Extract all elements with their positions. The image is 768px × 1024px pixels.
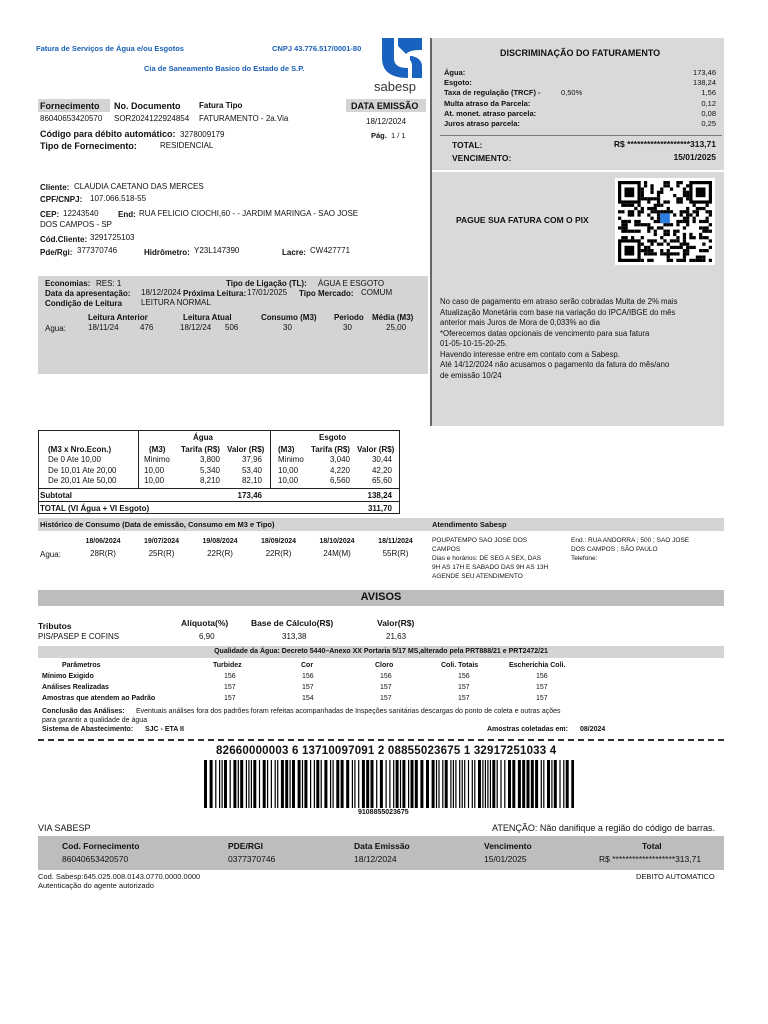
historico-date: 19/08/2024 bbox=[202, 538, 238, 545]
pis-aliquota: 6,90 bbox=[199, 632, 215, 641]
tarifa-cell: De 0 Ate 10,00 bbox=[48, 455, 101, 464]
total-value: R$ *******************313,71 bbox=[613, 139, 716, 149]
tarifa-col-valor-esgoto: Valor (R$) bbox=[357, 445, 395, 454]
cnpj: CNPJ 43.776.517/0001-80 bbox=[272, 44, 362, 53]
atendimento-l4: 9H AS 17H E SABADO DAS 9H AS 13H bbox=[432, 564, 549, 571]
pag-value: 1 / 1 bbox=[391, 131, 406, 140]
lacre-value: CW427771 bbox=[310, 246, 351, 255]
historico-value: 25R(R) bbox=[148, 549, 175, 558]
condicao-value: LEITURA NORMAL bbox=[141, 298, 211, 307]
condicao-label: Condição de Leitura bbox=[45, 299, 122, 308]
h-periodo: Periodo bbox=[334, 313, 364, 322]
historico-date: 19/07/2024 bbox=[143, 538, 180, 545]
note-line: de emissão 10/24 bbox=[440, 370, 502, 380]
tipo-ligacao-value: ÁGUA E ESGOTO bbox=[318, 279, 385, 288]
note-line: *Oferecemos datas opcionais de vencimento para sua fatura bbox=[440, 328, 650, 338]
qualidade-cell: 157 bbox=[224, 695, 236, 702]
qualidade-cell: 156 bbox=[302, 673, 314, 680]
documento-value: SOR2024122924854 bbox=[114, 114, 190, 123]
debito-automatico: DEBITO AUTOMATICO bbox=[636, 872, 715, 881]
leitura-atu-val: 506 bbox=[225, 323, 239, 332]
note-line: Até 14/12/2024 não acusamos o pagamento da fatura do mês/ano bbox=[440, 360, 670, 369]
economias-label: Economias: bbox=[45, 279, 91, 288]
tipo-ligacao-label: Tipo de Ligação (TL): bbox=[226, 279, 307, 288]
tarifa-cell: 42,20 bbox=[371, 465, 392, 475]
leitura-atu-data: 18/12/24 bbox=[180, 323, 212, 332]
qualidade-cell: 154 bbox=[302, 695, 314, 702]
atendimento-title: Atendimento Sabesp bbox=[432, 520, 507, 529]
cut-line bbox=[38, 739, 724, 741]
tributos-label: Tributos bbox=[38, 621, 72, 631]
fornecimento-label: Fornecimento bbox=[40, 101, 100, 111]
historico-date: 18/09/2024 bbox=[260, 538, 297, 545]
faturamento-item-value: 0,08 bbox=[701, 108, 716, 118]
base-header: Base de Cálculo(R$) bbox=[251, 618, 334, 628]
tarifa-cell: Minimo bbox=[144, 455, 170, 464]
pix-qr-code[interactable] bbox=[615, 178, 715, 265]
faturamento-item-label: Taxa de regulação (TRCF) - bbox=[444, 88, 541, 98]
vencimento-value: 15/01/2025 bbox=[673, 152, 716, 162]
autenticacao: Autenticação do agente autorizado bbox=[38, 881, 154, 890]
end-line1: RUA FELICIO CIOCHI,60 - - JARDIM MARINGA - SAO JOSE bbox=[139, 209, 359, 218]
faturamento-item-value: 138,24 bbox=[693, 78, 716, 88]
proxima-value: 17/01/2025 bbox=[247, 288, 288, 297]
atendimento-l2: CAMPOS bbox=[432, 546, 461, 553]
hidrometro-value: Y23L147390 bbox=[194, 246, 240, 255]
tarifa-cell: 5,340 bbox=[199, 465, 220, 475]
h-media: Média (M3) bbox=[372, 313, 414, 322]
qualidade-col-header: Parâmetros bbox=[62, 662, 101, 669]
footer-value: 15/01/2025 bbox=[484, 854, 527, 864]
tarifa-cell: 10,00 bbox=[278, 476, 299, 485]
subtotal-esgoto: 138,24 bbox=[367, 491, 392, 500]
historico-value: 22R(R) bbox=[207, 549, 233, 558]
cliente-value: CLAUDIA CAETANO DAS MERCES bbox=[74, 182, 204, 191]
conclusao-label: Conclusão das Análises: bbox=[42, 708, 125, 715]
atendimento-r2: DOS CAMPOS ; SÃO PAULO bbox=[571, 546, 658, 553]
sabesp-logo bbox=[376, 36, 426, 96]
footer-value: 86040653420570 bbox=[62, 854, 129, 864]
note-line: 01-05-10-15-20-25. bbox=[440, 339, 508, 348]
footer-header: Vencimento bbox=[484, 841, 532, 851]
historico-value: 24M(M) bbox=[323, 549, 351, 558]
fatura-tipo-label: Fatura Tipo bbox=[199, 101, 243, 110]
qualidade-col-header: Cor bbox=[301, 662, 314, 669]
fornecimento-value: 86040653420570 bbox=[40, 114, 103, 123]
tarifa-esgoto-header: Esgoto bbox=[319, 433, 347, 442]
note-line: Havendo interesse entre em contato com a Sabesp. bbox=[440, 349, 620, 359]
tarifa-col-m3-agua: (M3) bbox=[149, 445, 166, 454]
total-label: TOTAL: bbox=[452, 140, 483, 150]
sabesp-logo-icon bbox=[376, 36, 426, 80]
tarifa-col0: (M3 x Nro.Econ.) bbox=[48, 445, 112, 454]
tarifa-col-tarifa-esgoto: Tarifa (R$) bbox=[311, 445, 350, 454]
cpf-value: 107.066.518-55 bbox=[90, 194, 147, 203]
leitura-consumo: 30 bbox=[283, 323, 292, 332]
atendimento-l3: Dias e horários: DE SEG A SEX, DAS bbox=[432, 555, 542, 562]
vencimento-label: VENCIMENTO: bbox=[452, 153, 512, 163]
valor-header: Valor(R$) bbox=[377, 618, 415, 628]
amostras-label: Amostras coletadas em: bbox=[487, 726, 568, 733]
atencao-text: ATENÇÃO: Não danifique a região do código de barras. bbox=[492, 823, 715, 833]
qualidade-cell: 156 bbox=[380, 673, 392, 680]
historico-value: 28R(R) bbox=[90, 549, 116, 558]
qualidade-col-header: Cloro bbox=[375, 662, 394, 669]
tarifa-total-label: TOTAL (VI Água + VI Esgoto) bbox=[40, 504, 150, 513]
footer-header: PDE/RGI bbox=[228, 841, 263, 851]
debito-value: 3278009179 bbox=[180, 130, 225, 139]
tarifa-cell: 37,96 bbox=[241, 455, 262, 464]
tarifa-cell: 4,220 bbox=[329, 465, 350, 475]
sistema-value: SJC - ETA II bbox=[145, 726, 184, 733]
h-consumo: Consumo (M3) bbox=[261, 313, 317, 322]
pix-label: PAGUE SUA FATURA COM O PIX bbox=[456, 215, 589, 225]
tarifa-cell: De 20,01 Ate 50,00 bbox=[48, 476, 117, 485]
tarifa-cell: De 10,01 Ate 20,00 bbox=[48, 465, 117, 475]
qualidade-cell: 157 bbox=[458, 684, 470, 691]
tarifa-cell: 10,00 bbox=[144, 476, 165, 485]
leitura-ant-val: 476 bbox=[140, 323, 154, 332]
pde-label: Pde/Rgi: bbox=[40, 248, 73, 257]
tarifa-total: 311,70 bbox=[367, 504, 392, 513]
avisos-title: AVISOS bbox=[360, 591, 402, 603]
hidrometro-label: Hidrômetro: bbox=[144, 248, 190, 257]
qualidade-cell: Mínimo Exigido bbox=[42, 673, 94, 680]
note-line: No caso de pagamento em atraso serão cobradas Multa de 2% mais bbox=[440, 297, 678, 306]
historico-date: 18/06/2024 bbox=[85, 538, 121, 545]
barcode-number: 9108855023675 bbox=[358, 809, 409, 816]
tarifa-cell: 10,00 bbox=[278, 465, 299, 475]
brand-name: sabesp bbox=[374, 79, 416, 94]
apresentacao-value: 18/12/2024 bbox=[141, 288, 182, 297]
footer-header: Total bbox=[642, 841, 662, 851]
faturamento-item-extra: 0,50% bbox=[561, 88, 583, 98]
pis-label: PIS/PASEP E COFINS bbox=[38, 632, 120, 641]
end-line2: DOS CAMPOS - SP bbox=[40, 220, 113, 229]
apresentacao-label: Data da apresentação: bbox=[45, 289, 131, 298]
historico-date: 18/11/2024 bbox=[378, 538, 413, 545]
cod-cliente-label: Cód.Cliente: bbox=[40, 235, 88, 244]
atendimento-r3: Telefone: bbox=[571, 555, 598, 562]
h-leitura-anterior: Leitura Anterior bbox=[88, 313, 148, 322]
lacre-label: Lacre: bbox=[282, 248, 307, 257]
conclusao-line1: Eventuais análises fora dos padrões foram refeitas acompanhadas de Inspeções sanitárias descargas do ponto de coleta e outras ações bbox=[136, 708, 561, 715]
data-emissao-label: DATA EMISSÃO bbox=[351, 101, 419, 111]
tarifa-cell: Minimo bbox=[278, 455, 304, 464]
data-emissao-value: 18/12/2024 bbox=[366, 117, 407, 126]
faturamento-title: DISCRIMINAÇÃO DO FATURAMENTO bbox=[500, 48, 661, 58]
footer-value: 0377370746 bbox=[228, 854, 276, 864]
leitura-media: 25,00 bbox=[386, 323, 407, 332]
barcode-icon bbox=[204, 760, 574, 808]
qualidade-cell: 157 bbox=[536, 695, 548, 702]
tarifa-cell: 30,44 bbox=[371, 455, 392, 464]
atendimento-l5: AGENDE SEU ATENDIMENTO bbox=[432, 573, 523, 580]
cpf-label: CPF/CNPJ: bbox=[40, 195, 83, 204]
faturamento-item-value: 1,56 bbox=[701, 88, 716, 98]
faturamento-item-label: Esgoto: bbox=[444, 78, 472, 88]
historico-row-label: Agua: bbox=[40, 550, 61, 559]
economias-value: RES: 1 bbox=[96, 279, 122, 288]
tarifa-cell: 6,560 bbox=[329, 476, 350, 485]
mercado-value: COMUM bbox=[361, 288, 393, 297]
historico-date: 18/10/2024 bbox=[319, 538, 355, 545]
barcode-line: 82660000003 6 13710097091 2 08855023675 1 32917251033 4 bbox=[216, 745, 557, 757]
company-name: Cia de Saneamento Basico do Estado de S.P. bbox=[144, 64, 305, 73]
pag-label: Pág. bbox=[371, 131, 387, 140]
qr-code-icon bbox=[618, 181, 712, 262]
fatura-tipo-value: FATURAMENTO - 2a.Via bbox=[199, 114, 289, 123]
faturamento-item-value: 173,46 bbox=[693, 68, 716, 77]
note-line: anterior mais Juros de Mora de 0,033% ao dia bbox=[440, 318, 600, 327]
conclusao-line2: para garantir a qualidade de água bbox=[42, 717, 148, 724]
tipo-fornecimento-value: RESIDENCIAL bbox=[160, 141, 214, 150]
qualidade-cell: 156 bbox=[458, 673, 470, 680]
sistema-label: Sistema de Abastecimento: bbox=[42, 726, 134, 733]
atendimento-r1: End.: RUA ANDORRA ; 500 ; SAO JOSE bbox=[571, 537, 690, 544]
tarifa-col-valor-agua: Valor (R$) bbox=[227, 445, 265, 454]
qualidade-cell: 157 bbox=[380, 684, 392, 691]
mercado-label: Tipo Mercado: bbox=[299, 289, 354, 298]
historico-title: Histórico de Consumo (Data de emissão, Consumo em M3 e Tipo) bbox=[40, 520, 275, 529]
atendimento-l1: POUPATEMPO SAO JOSE DOS bbox=[432, 537, 528, 544]
subtotal-agua: 173,46 bbox=[237, 491, 262, 500]
qualidade-cell: Análises Realizadas bbox=[42, 684, 109, 691]
faturamento-item-label: Água: bbox=[444, 68, 466, 77]
qualidade-cell: 157 bbox=[458, 695, 470, 702]
qualidade-cell: 157 bbox=[380, 695, 392, 702]
tarifa-cell: 82,10 bbox=[241, 476, 262, 485]
footer-value: R$ *******************313,71 bbox=[599, 854, 702, 864]
tarifa-cell: 10,00 bbox=[144, 465, 165, 475]
qualidade-cell: 156 bbox=[536, 673, 548, 680]
pis-base: 313,38 bbox=[282, 632, 307, 641]
tarifa-col-m3-esgoto: (M3) bbox=[278, 445, 295, 454]
note-line: Atualização Monetária com base na variação do IPCA/IBGE do mês bbox=[440, 307, 676, 317]
faturamento-item-value: 0,25 bbox=[701, 119, 716, 128]
amostras-value: 08/2024 bbox=[580, 726, 606, 733]
leitura-ant-data: 18/11/24 bbox=[88, 323, 119, 332]
via-sabesp: VIA SABESP bbox=[38, 823, 91, 833]
tarifa-cell: 3,040 bbox=[329, 455, 350, 464]
qualidade-cell: 157 bbox=[302, 684, 314, 691]
faturamento-item-label: Multa atraso da Parcela: bbox=[444, 98, 531, 108]
proxima-label: Próxima Leitura: bbox=[183, 289, 247, 298]
qualidade-cell: Amostras que atendem ao Padrão bbox=[42, 695, 156, 702]
cep-value: 12243540 bbox=[63, 209, 99, 218]
tarifa-col-tarifa-agua: Tarifa (R$) bbox=[181, 445, 220, 454]
faturamento-item-label: At. monet. atraso parcela: bbox=[444, 108, 537, 118]
subtotal-label: Subtotal bbox=[40, 491, 72, 500]
cliente-label: Cliente: bbox=[40, 183, 70, 192]
footer-value: 18/12/2024 bbox=[354, 854, 397, 864]
leitura-periodo: 30 bbox=[343, 323, 352, 332]
tarifa-cell: 65,60 bbox=[371, 476, 392, 485]
aliquota-header: Alíquota(%) bbox=[181, 618, 229, 628]
footer-header: Data Emissão bbox=[354, 841, 410, 851]
invoice-title: Fatura de Serviços de Água e/ou Esgotos bbox=[36, 44, 184, 53]
qualidade-cell: 157 bbox=[224, 684, 236, 691]
qualidade-col-header: Escherichia Coli. bbox=[509, 662, 566, 669]
qualidade-cell: 156 bbox=[224, 673, 236, 680]
pde-value: 377370746 bbox=[77, 246, 118, 255]
tarifa-cell: 53,40 bbox=[241, 465, 262, 475]
qualidade-title: Qualidade da Água: Decreto 5440–Anexo XX Portaria 5/17 MS,alterado pela PRT888/21 e PRT2472/21 bbox=[214, 648, 548, 655]
historico-value: 55R(R) bbox=[382, 549, 409, 558]
tipo-fornecimento-label: Tipo de Fornecimento: bbox=[40, 141, 137, 151]
qualidade-col-header: Coli. Totais bbox=[441, 662, 479, 669]
footer-header: Cod. Fornecimento bbox=[62, 841, 140, 851]
historico-value: 22R(R) bbox=[265, 549, 292, 558]
cod-cliente-value: 3291725103 bbox=[90, 233, 135, 242]
h-leitura-atual: Leitura Atual bbox=[183, 313, 232, 322]
qualidade-col-header: Turbidez bbox=[213, 662, 242, 669]
leitura-row-label: Agua: bbox=[45, 324, 66, 333]
debito-label: Código para débito automático: bbox=[40, 129, 176, 139]
tarifa-agua-header: Água bbox=[193, 433, 213, 442]
faturamento-item-value: 0,12 bbox=[701, 98, 716, 108]
tarifa-cell: 8,210 bbox=[199, 476, 220, 485]
cep-label: CEP: bbox=[40, 210, 60, 219]
qualidade-cell: 157 bbox=[536, 684, 548, 691]
tarifa-cell: 3,800 bbox=[199, 455, 220, 464]
cod-sabesp: Cod. Sabesp:645.025.008.0143.0770.0000.0000 bbox=[38, 872, 201, 881]
faturamento-item-label: Juros atraso parcela: bbox=[444, 119, 520, 128]
end-label: End: bbox=[118, 210, 136, 219]
documento-label: No. Documento bbox=[114, 101, 181, 111]
pis-valor: 21,63 bbox=[386, 632, 407, 641]
